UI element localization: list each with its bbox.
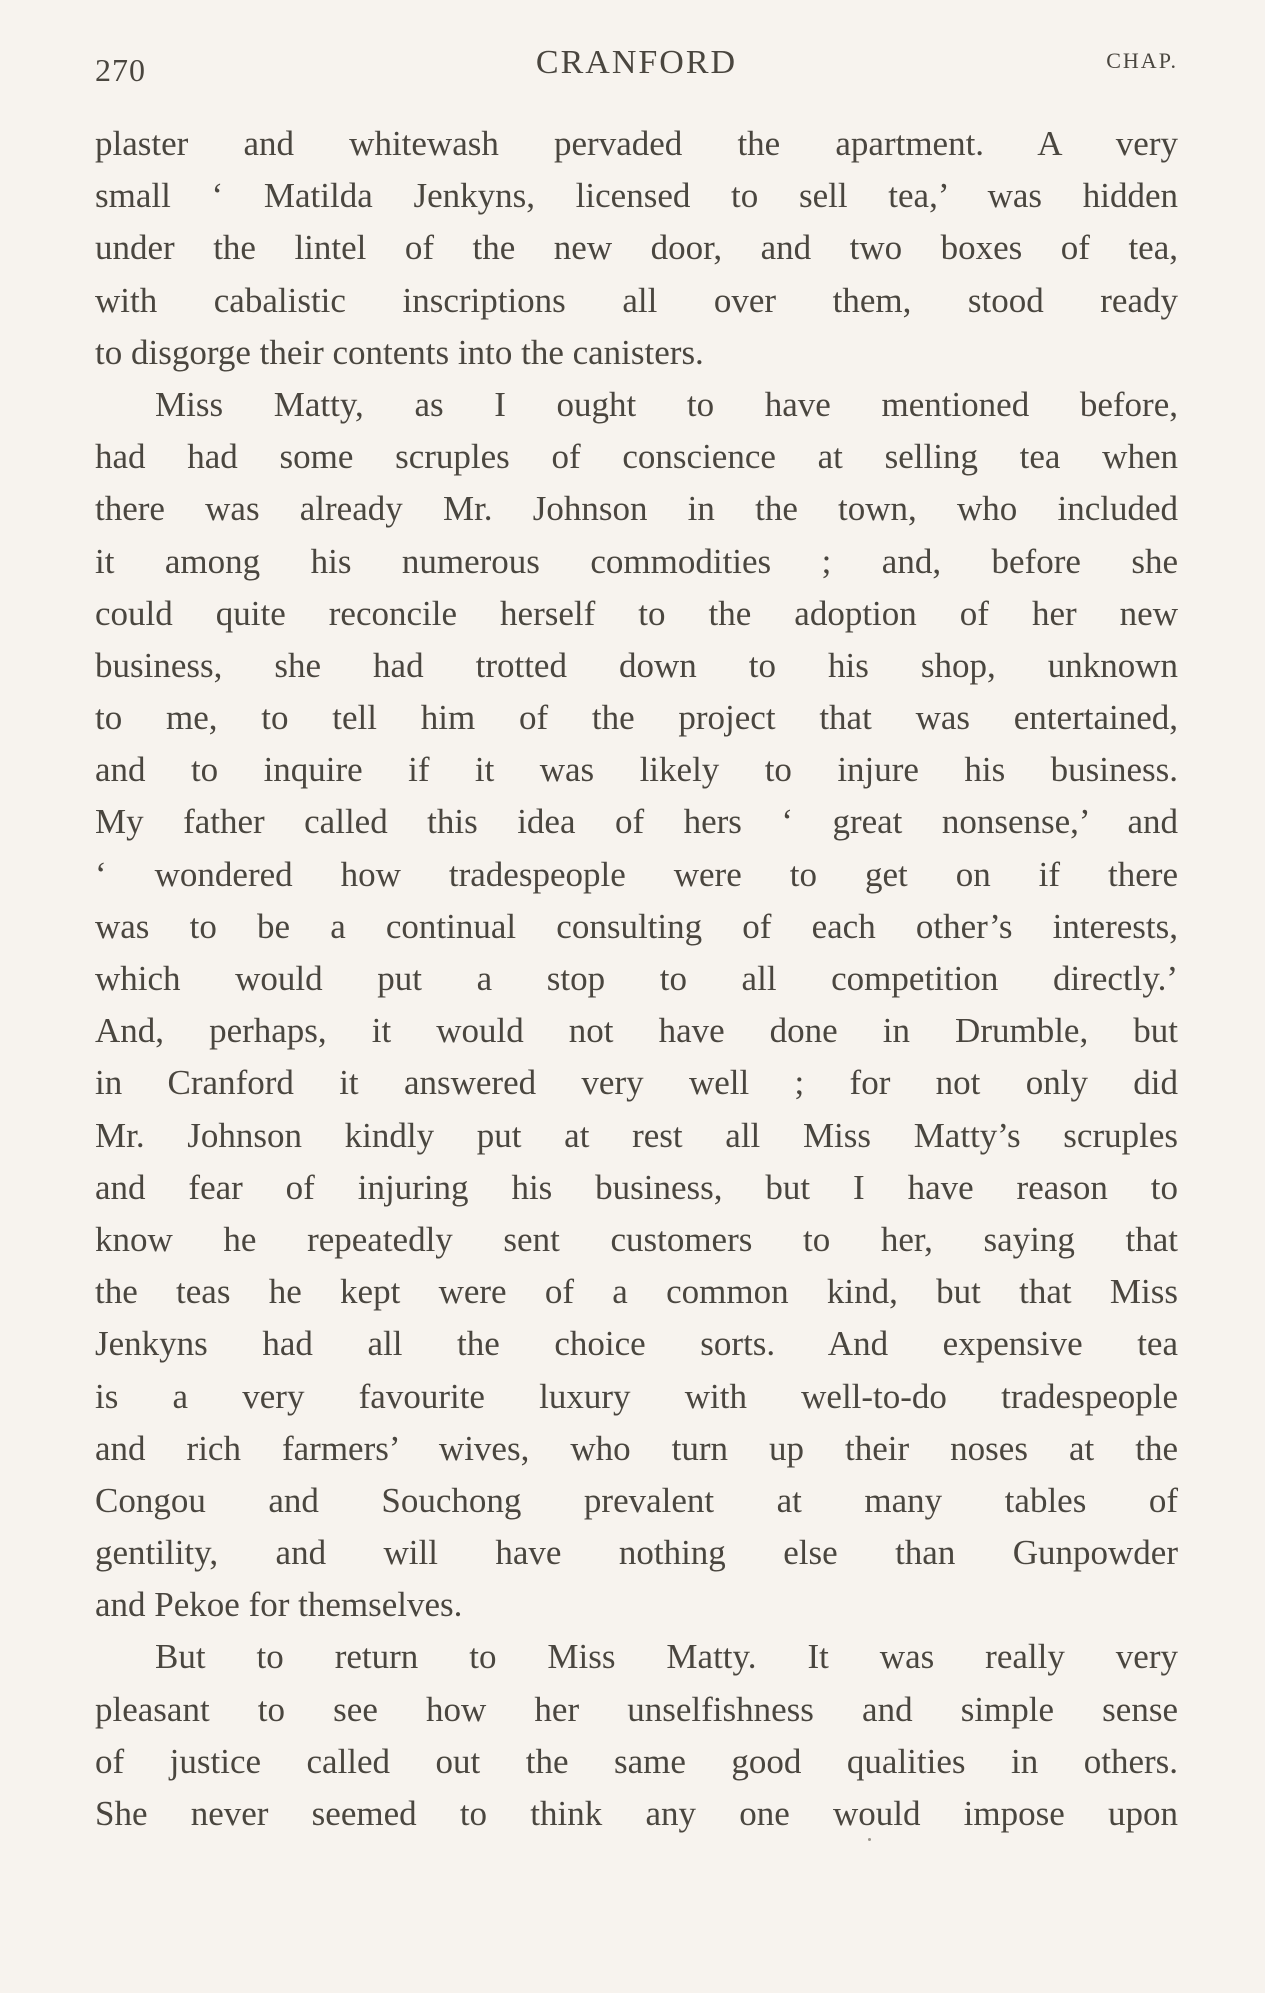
- paragraph-start-line: Miss Matty, as I ought to have mentioned before,: [155, 384, 1178, 424]
- text-line: to me, to tell him of the project that was entertained,: [95, 698, 1178, 738]
- text-line: And, perhaps, it would not have done in Drumble, but: [95, 1011, 1178, 1051]
- text-line: it among his numerous commodities ; and, before she: [95, 541, 1178, 581]
- text-line: pleasant to see how her unselfishness and simple sense: [95, 1689, 1178, 1729]
- running-title: CRANFORD: [535, 44, 738, 81]
- text-line: plaster and whitewash pervaded the apartment. A very: [95, 124, 1178, 163]
- text-line: ‘ wondered how tradespeople were to get on if there: [95, 854, 1178, 894]
- text-line: is a very favourite luxury with well-to-do tradespeople: [95, 1376, 1178, 1416]
- text-line: in Cranford it answered very well ; for not only did: [95, 1063, 1178, 1103]
- text-line: could quite reconcile herself to the adoption of her new: [95, 593, 1178, 633]
- text-line: know he repeatedly sent customers to her, saying that: [95, 1219, 1178, 1259]
- text-line: under the lintel of the new door, and two boxes of tea,: [95, 228, 1178, 268]
- page-number: 270: [95, 52, 146, 88]
- running-head: [95, 44, 1178, 94]
- paragraph-start-line: But to return to Miss Matty. It was really very: [155, 1637, 1178, 1677]
- text-line: there was already Mr. Johnson in the town, who included: [95, 489, 1178, 529]
- text-line: business, she had trotted down to his shop, unknown: [95, 645, 1178, 685]
- paper-speck: [868, 1838, 871, 1841]
- text-line: to disgorge their contents into the canisters.: [95, 332, 704, 372]
- text-line: was to be a continual consulting of each other’s interests,: [95, 906, 1178, 946]
- text-line: and fear of injuring his business, but I have reason to: [95, 1167, 1178, 1207]
- text-line: gentility, and will have nothing else than Gunpowder: [95, 1533, 1178, 1573]
- text-line: and rich farmers’ wives, who turn up their noses at the: [95, 1428, 1178, 1468]
- text-line: My father called this idea of hers ‘ great nonsense,’ and: [95, 802, 1178, 842]
- text-line: Jenkyns had all the choice sorts. And expensive tea: [95, 1324, 1178, 1364]
- text-line: small ‘ Matilda Jenkyns, licensed to sell tea,’ was hidden: [95, 176, 1178, 216]
- text-line: and Pekoe for themselves.: [95, 1585, 463, 1625]
- text-line: of justice called out the same good qualities in others.: [95, 1741, 1178, 1781]
- chapter-label: CHAP.: [1106, 48, 1178, 73]
- text-line: and to inquire if it was likely to injure his business.: [95, 750, 1178, 790]
- text-line: Mr. Johnson kindly put at rest all Miss Matty’s scruples: [95, 1115, 1178, 1155]
- text-line: Congou and Souchong prevalent at many tables of: [95, 1480, 1178, 1520]
- body-text: [95, 118, 1178, 1840]
- text-line: which would put a stop to all competition directly.’: [95, 959, 1178, 998]
- text-line: with cabalistic inscriptions all over them, stood ready: [95, 280, 1178, 320]
- text-line: She never seemed to think any one would impose upon: [95, 1794, 1178, 1833]
- text-line: had had some scruples of conscience at selling tea when: [95, 437, 1178, 477]
- text-line: the teas he kept were of a common kind, but that Miss: [95, 1272, 1178, 1312]
